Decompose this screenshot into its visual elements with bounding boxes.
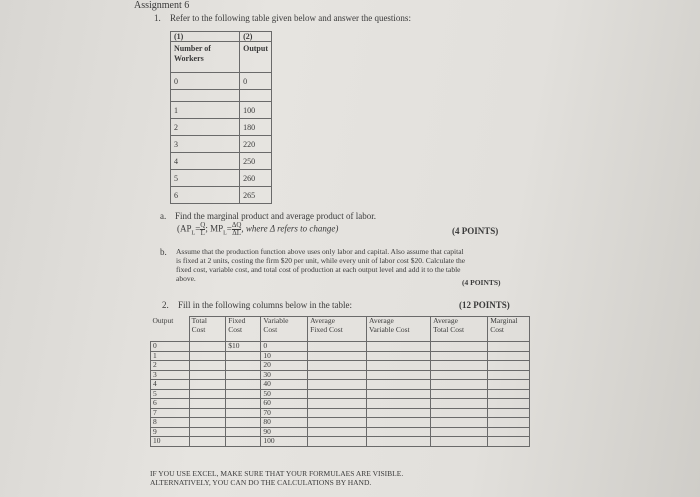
blank-cell [308, 437, 367, 447]
blank-cell [226, 418, 261, 428]
header-line: Fixed Cost [310, 324, 343, 334]
part-a-label: a. [160, 211, 167, 221]
formula-mp: ; MP [205, 223, 224, 234]
blank-cell [226, 351, 261, 361]
cell-variable-cost: 100 [261, 437, 308, 447]
header-average-fixed-cost [308, 317, 367, 342]
cell-variable-cost: 30 [261, 370, 308, 380]
blank-cell [366, 399, 430, 409]
header-line: Average [310, 316, 335, 325]
table-row [151, 408, 530, 418]
cell-output: 220 [240, 136, 272, 153]
blank-cell [431, 380, 488, 390]
blank-cell [171, 90, 240, 102]
cell-output: 100 [240, 102, 272, 119]
blank-cell [488, 342, 530, 352]
blank-cell [308, 399, 367, 409]
table-row [151, 389, 530, 399]
header-line: Average [368, 316, 394, 325]
blank-cell [431, 370, 488, 380]
production-table [170, 31, 272, 204]
cost-table-header-row [151, 317, 530, 342]
blank-cell [431, 389, 488, 399]
part-b-line-3: fixed cost, variable cost, and total cost of production at each output level and add it to the table [176, 265, 461, 274]
blank-cell [308, 361, 367, 371]
blank-cell [366, 351, 430, 361]
question-1-number: 1. [154, 13, 161, 23]
cell-output: 5 [151, 389, 190, 399]
table-row [171, 73, 272, 90]
table-row [171, 153, 272, 170]
part-a-points: (4 POINTS) [452, 226, 499, 236]
cost-table-body [151, 342, 530, 447]
blank-cell [431, 361, 488, 371]
blank-cell [189, 351, 226, 361]
question-2-number: 2. [162, 300, 169, 310]
blank-cell [366, 427, 430, 437]
question-1-text: Refer to the following table given below and answer the questions: [170, 13, 411, 23]
blank-cell [366, 342, 430, 352]
blank-cell [366, 361, 430, 371]
header-line: Total Cost [433, 324, 465, 334]
part-b-line-1: Assume that the production function above uses only labor and capital. Also assume that capital [176, 247, 464, 256]
header-output [151, 317, 190, 342]
fraction-dq-over-dl [232, 222, 242, 237]
cell-variable-cost: 70 [261, 408, 308, 418]
blank-cell [488, 418, 530, 428]
table-row [151, 361, 530, 371]
blank-cell [240, 90, 272, 102]
header-line: Cost [263, 324, 278, 334]
cell-variable-cost: 50 [261, 389, 308, 399]
header-total-cost [189, 317, 226, 342]
cell-output: 1 [151, 351, 190, 361]
blank-cell [366, 389, 430, 399]
blank-cell [308, 408, 367, 418]
cell-output: 9 [151, 427, 190, 437]
blank-cell [189, 437, 226, 447]
part-b-label: b. [160, 247, 167, 257]
cell-workers: 0 [171, 73, 240, 90]
blank-cell [431, 427, 488, 437]
blank-cell [189, 389, 226, 399]
cell-variable-cost: 40 [261, 380, 308, 390]
blank-cell [488, 389, 530, 399]
blank-cell [189, 380, 226, 390]
cell-output: 4 [151, 380, 190, 390]
cell-output: 250 [240, 153, 272, 170]
cell-output: 0 [151, 342, 190, 352]
col-header-workers: Number of Workers [171, 42, 240, 73]
header-line: Cost [228, 324, 243, 334]
blank-cell [431, 408, 488, 418]
blank-cell [189, 370, 226, 380]
header-line: Cost [191, 324, 206, 334]
table-row [151, 380, 530, 390]
cell-output: 10 [151, 437, 190, 447]
col-number-1: (1) [171, 32, 240, 42]
cell-workers: 1 [171, 102, 240, 119]
blank-cell [431, 399, 488, 409]
formula-sub: L [223, 230, 227, 237]
blank-cell [189, 408, 226, 418]
header-average-variable-cost [366, 317, 430, 342]
cell-workers: 6 [171, 187, 240, 204]
part-b-line-2: is fixed at 2 units, costing the firm $20 per unit, while every unit of labor cost $20. Calculate the [176, 256, 466, 265]
blank-cell [308, 389, 367, 399]
cell-workers: 4 [171, 153, 240, 170]
cost-table [150, 316, 530, 447]
blank-cell [226, 437, 261, 447]
table-row [171, 187, 272, 204]
blank-cell [226, 361, 261, 371]
cell-workers: 2 [171, 119, 240, 136]
header-marginal-cost [488, 317, 530, 342]
blank-cell [308, 351, 367, 361]
blank-cell [488, 380, 530, 390]
header-line: Fixed [228, 316, 246, 325]
blank-cell [488, 437, 530, 447]
table-row [171, 136, 272, 153]
formula-tail: , where Δ refers to change) [241, 223, 339, 234]
frac-den: ΔL [232, 229, 242, 237]
frac-num: ΔQ [231, 221, 242, 229]
cell-variable-cost: 60 [261, 399, 308, 409]
blank-cell [226, 408, 261, 418]
blank-cell [189, 427, 226, 437]
cell-output: 265 [240, 187, 272, 204]
table-row [151, 437, 530, 447]
footer-line-2: ALTERNATIVELY, YOU CAN DO THE CALCULATIONS BY HAND. [150, 478, 372, 487]
blank-cell [226, 399, 261, 409]
cell-variable-cost: 0 [261, 342, 308, 352]
blank-cell [308, 370, 367, 380]
blank-cell [488, 370, 530, 380]
cell-variable-cost: 90 [261, 427, 308, 437]
table-row [151, 399, 530, 409]
cell-output: 180 [240, 119, 272, 136]
assignment-heading: Assignment 6 [134, 0, 190, 11]
table-row [151, 342, 530, 352]
blank-cell [226, 427, 261, 437]
blank-cell [366, 380, 430, 390]
header-line: Average [433, 316, 458, 325]
blank-cell [431, 437, 488, 447]
footer-line-1: IF YOU USE EXCEL, MAKE SURE THAT YOUR FORMULAES ARE VISIBLE. [150, 469, 404, 478]
blank-cell [189, 399, 226, 409]
header-line: Total [191, 316, 207, 325]
part-b-points: (4 POINTS) [462, 278, 501, 287]
col-header-output: Output [240, 42, 272, 73]
blank-cell [488, 361, 530, 371]
table-row [151, 370, 530, 380]
blank-cell [308, 418, 367, 428]
header-line: Cost [490, 324, 505, 334]
blank-cell [226, 389, 261, 399]
blank-cell [366, 370, 430, 380]
blank-cell [488, 351, 530, 361]
part-a-text: Find the marginal product and average product of labor. [175, 211, 377, 221]
blank-cell [488, 427, 530, 437]
cell-output: 2 [151, 361, 190, 371]
header-variable-cost [261, 317, 308, 342]
formula-ap: (AP [177, 223, 192, 234]
header-output-text: Output [152, 315, 174, 325]
blank-cell [226, 380, 261, 390]
col-number-2: (2) [240, 32, 272, 42]
header-fixed-cost [226, 317, 261, 342]
cell-output: 7 [151, 408, 190, 418]
question-2-points: (12 POINTS) [459, 300, 510, 310]
question-2-text: Fill in the following columns below in the table: [178, 300, 352, 310]
table-row [171, 119, 272, 136]
cell-workers: 5 [171, 170, 240, 187]
header-line: Variable Cost [368, 324, 410, 334]
header-line: Variable [263, 316, 289, 325]
frac-num: Q [200, 221, 206, 229]
table-row [151, 427, 530, 437]
cell-variable-cost: 20 [261, 361, 308, 371]
formula-sub: L [191, 230, 196, 237]
blank-cell [431, 351, 488, 361]
blank-cell [366, 408, 430, 418]
header-average-total-cost [431, 317, 488, 342]
blank-cell [488, 408, 530, 418]
cell-output: 6 [151, 399, 190, 409]
table-row [171, 170, 272, 187]
blank-cell [366, 418, 430, 428]
blank-cell [431, 418, 488, 428]
cell-variable-cost: 80 [261, 418, 308, 428]
blank-cell [488, 399, 530, 409]
cell-output: 260 [240, 170, 272, 187]
cell-workers: 3 [171, 136, 240, 153]
blank-cell [366, 437, 430, 447]
cell-output: 0 [240, 73, 272, 90]
frac-den: L [200, 229, 205, 237]
blank-cell [308, 380, 367, 390]
blank-cell [431, 342, 488, 352]
cell-output: 8 [151, 418, 190, 428]
table-row [151, 351, 530, 361]
blank-cell [308, 427, 367, 437]
blank-cell [189, 342, 226, 352]
part-a-formula: ($AP_L=$ $\frac{Q}{L}$ ; $MP_L=$ $\frac{\Delta Q}{\Delta L}$ , where Δ refers to change) [177, 221, 339, 237]
table-row [151, 418, 530, 428]
blank-cell [189, 361, 226, 371]
cell-variable-cost: 10 [261, 351, 308, 361]
cell-output: 3 [151, 370, 190, 380]
part-b-line-4: above. [176, 274, 196, 283]
blank-cell [308, 342, 367, 352]
header-line: Marginal [490, 316, 518, 325]
table-row [171, 102, 272, 119]
cell-fixed-cost: $10 [226, 342, 261, 352]
blank-cell [189, 418, 226, 428]
blank-cell [226, 370, 261, 380]
